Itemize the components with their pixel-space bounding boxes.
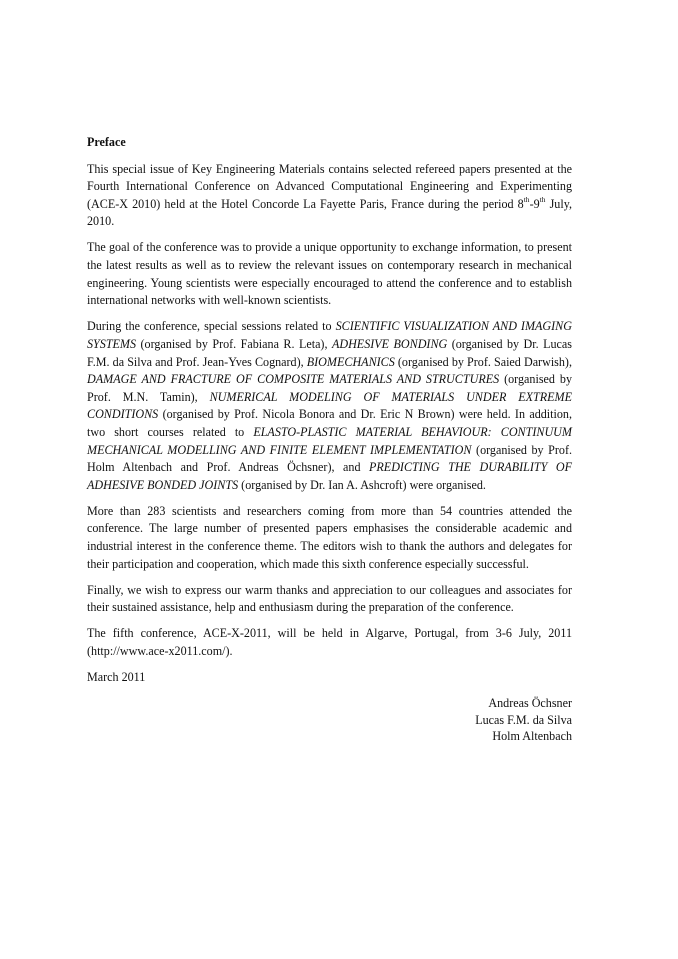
paragraph-sessions <box>87 318 572 494</box>
preface-page <box>87 134 572 745</box>
editor-name: Lucas F.M. da Silva <box>475 712 572 727</box>
paragraph-attendance: More than 283 scientists and researchers coming from more than 54 countries attended the conference. The large number of presented papers emphasises the considerable academic and industrial interest in the conference theme. The editors wish to thank the authors and delegates for their participation and cooperation, which made this sixth conference especially successful. <box>87 503 572 571</box>
paragraph-goal: The goal of the conference was to provide a unique opportunity to exchange information, to present the latest results as well as to review the relevant issues on contemporary research in mechanical engineering. Young scientists were especially encouraged to attend the conference and to establish international networks with well-known scientists. <box>87 240 572 308</box>
sessions-text-8: (organised by Dr. Ian A. Ashcroft) were organised. <box>238 477 486 492</box>
preface-heading: Preface <box>87 135 126 149</box>
intro-text-a: This special issue of Key Engineering Materials contains selected refereed papers presented at the Fourth International Conference on Advanced Computational Engineering and Experimenting (ACE-X 2010) held at the Hotel Concorde La Fayette Paris, France during the period 8 <box>87 161 572 211</box>
sessions-text-1: During the conference, special sessions related to <box>87 319 336 334</box>
session-title-numerical: NUMERICAL MODELING OF MATERIALS UNDER EXTREME CONDITIONS <box>87 389 572 422</box>
session-title-damage: DAMAGE AND FRACTURE OF COMPOSITE MATERIALS AND STRUCTURES <box>87 372 500 387</box>
paragraph-next-conference: The fifth conference, ACE-X-2011, will be held in Algarve, Portugal, from 3-6 July, 2011 (http://www.ace-x2011.com/). <box>87 626 572 658</box>
course-title-durability: PREDICTING THE DURABILITY OF ADHESIVE BONDED JOINTS <box>87 460 572 492</box>
sessions-text-6: (organised by Prof. Nicola Bonora and Dr. Eric N Brown) were held. In addition, two short courses related to <box>87 407 572 439</box>
session-title-adhesive: ADHESIVE BONDING <box>331 336 448 351</box>
intro-text-b: -9 <box>529 196 540 211</box>
session-title-visualization: SCIENTIFIC VISUALIZATION AND IMAGING SYSTEMS <box>87 319 572 351</box>
sessions-text-3: (organised by Dr. Lucas F.M. da Silva and Prof. Jean-Yves Cognard), <box>87 336 572 369</box>
session-title-biomechanics: BIOMECHANICS <box>306 354 395 369</box>
paragraph-intro <box>87 161 572 231</box>
paragraph-thanks: Finally, we wish to express our warm thanks and appreciation to our colleagues and associates for their sustained assistance, help and enthusiasm during the preparation of the conference. <box>87 582 572 615</box>
editor-signatures <box>87 695 572 745</box>
sessions-text-4: (organised by Prof. Saied Darwish), <box>394 354 572 369</box>
sessions-text-5: (organised by Prof. M.N. Tamin), <box>87 372 572 404</box>
sessions-text-7: (organised by Prof. Holm Altenbach and Prof. Andreas Öchsner), and <box>87 442 572 475</box>
intro-sup-1: th <box>523 194 530 204</box>
preface-date: March 2011 <box>87 670 146 685</box>
intro-text-c: July, 2010. <box>87 196 572 229</box>
editor-name: Andreas Öchsner <box>488 696 572 711</box>
intro-sup-2: th <box>539 194 546 204</box>
sessions-text-2: (organised by Prof. Fabiana R. Leta), <box>136 336 332 351</box>
course-title-elasto-plastic: ELASTO-PLASTIC MATERIAL BEHAVIOUR: CONTINUUM MECHANICAL MODELLING AND FINITE ELEMENT IMPLEMENTATION <box>87 424 572 457</box>
editor-name: Holm Altenbach <box>492 729 572 744</box>
